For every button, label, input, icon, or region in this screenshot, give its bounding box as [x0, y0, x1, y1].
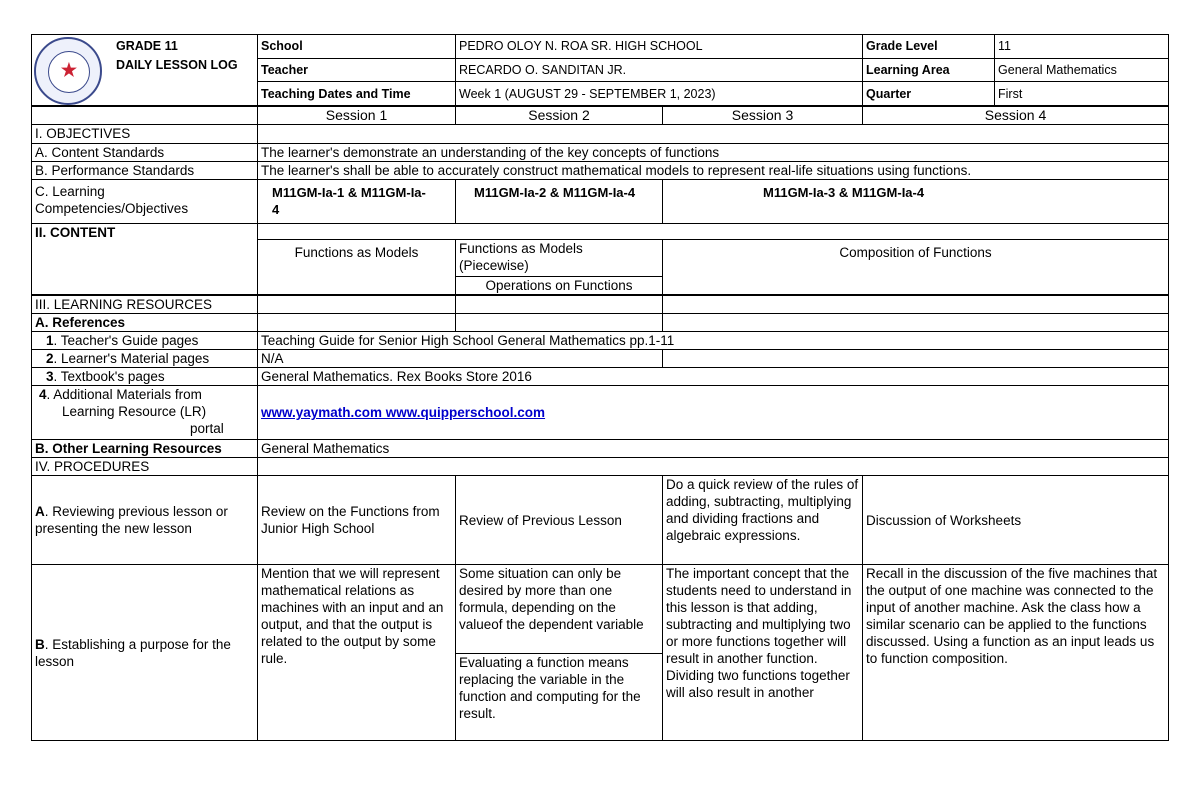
procedure-a-session-4: Discussion of Worksheets [863, 476, 1169, 565]
learners-material-blank [663, 350, 1169, 368]
lesson-log-table [31, 34, 1169, 741]
competencies-label [32, 180, 258, 224]
content-blank [258, 224, 1169, 240]
procedures-heading-blank [258, 458, 1169, 476]
daily-lesson-log [31, 34, 1168, 741]
procedure-b-session-2-top: Some situation can only be desired by more than one formula, depending on the valueof the dependent variable [456, 565, 663, 654]
procedure-b-letter: B [35, 636, 45, 652]
procedure-a-session-3: Do a quick review of the rules of adding, subtracting, multiplying and dividing fractions and algebraic expressions. [663, 476, 863, 565]
performance-standards-row [32, 162, 1169, 180]
content-session-2-operations: Operations on Functions [456, 277, 663, 296]
objectives-heading: I. OBJECTIVES [32, 125, 258, 144]
resources-heading-row [32, 295, 1169, 314]
competencies-label-line1: C. Learning [35, 184, 105, 199]
procedure-b-row [32, 565, 1169, 654]
content-session-1: Functions as Models [258, 240, 456, 296]
learning-area-value: General Mathematics [995, 58, 1169, 82]
competencies-label-line2: Competencies/Objectives [35, 201, 189, 216]
teacher-value: RECARDO O. SANDITAN JR. [456, 58, 863, 82]
textbook-label [32, 368, 258, 386]
additional-materials-links[interactable]: www.yaymath.com www.quipperschool.com [261, 405, 546, 420]
additional-materials-line1: . Additional Materials from [46, 387, 202, 402]
dates-label: Teaching Dates and Time [258, 82, 456, 106]
learners-material-value: N/A [258, 350, 663, 368]
procedures-heading: IV. PROCEDURES [32, 458, 258, 476]
content-s2-line2: (Piecewise) [459, 258, 529, 273]
procedure-b-session-2-bottom: Evaluating a function means replacing the variable in the function and computing for the result. [456, 654, 663, 741]
other-resources-value: General Mathematics [258, 440, 1169, 458]
references-blank-1 [258, 314, 456, 332]
log-title: DAILY LESSON LOG [116, 58, 238, 72]
competency-session-1 [258, 180, 456, 224]
additional-materials-num: 4 [39, 387, 47, 402]
other-resources-row [32, 440, 1169, 458]
textbook-text: . Textbook's pages [53, 369, 165, 384]
content-heading: II. CONTENT [32, 224, 258, 296]
procedure-a-text: . Reviewing previous lesson or presenting the new lesson [35, 504, 228, 536]
header-logo-cell [32, 35, 258, 107]
teacher-label: Teacher [258, 58, 456, 82]
other-resources-label: B. Other Learning Resources [32, 440, 258, 458]
content-s2-line1: Functions as Models [459, 241, 583, 256]
content-blank-row [32, 224, 1169, 240]
content-standards-value: The learner's demonstrate an understanding of the key concepts of functions [258, 144, 1169, 162]
procedure-b-session-3: The important concept that the students need to understand in this lesson is that adding, subtracting and multiplying two or more functions together will result in another function. Dividing two functions together will also result in another [663, 565, 863, 741]
header-row-school [32, 35, 1169, 59]
references-label: A. References [32, 314, 258, 332]
content-session-2 [456, 240, 663, 277]
procedure-b-session-1: Mention that we will represent mathematical relations as machines with an input and an output, and that the output is related to the output by some rule. [258, 565, 456, 741]
school-label: School [258, 35, 456, 59]
references-row [32, 314, 1169, 332]
additional-materials-row [32, 386, 1169, 440]
references-blank-3 [663, 314, 1169, 332]
procedure-b-label [32, 565, 258, 741]
competency-s1-line1: M11GM-Ia-1 & M11GM-Ia- [272, 185, 426, 200]
session-1-header: Session 1 [258, 106, 456, 125]
performance-standards-value: The learner's shall be able to accurately construct mathematical models to represent real-life situations using functions. [258, 162, 1169, 180]
learners-material-num: 2 [46, 351, 54, 366]
procedure-b-text: . Establishing a purpose for the lesson [35, 636, 231, 669]
session-4-header: Session 4 [863, 106, 1169, 125]
learners-material-label [32, 350, 258, 368]
resources-heading: III. LEARNING RESOURCES [32, 295, 258, 314]
content-sessions-3-4: Composition of Functions [663, 240, 1169, 296]
sessions-row [32, 106, 1169, 125]
procedure-a-session-1: Review on the Functions from Junior High School [258, 476, 456, 565]
resources-blank-2 [456, 295, 663, 314]
dates-value: Week 1 (AUGUST 29 - SEPTEMBER 1, 2023) [456, 82, 863, 106]
references-blank-2 [456, 314, 663, 332]
competency-s1-line2: 4 [272, 202, 280, 217]
additional-materials-line3: portal [190, 421, 224, 436]
sessions-blank [32, 106, 258, 125]
grade-level-value: 11 [995, 35, 1169, 59]
session-2-header: Session 2 [456, 106, 663, 125]
resources-blank-3 [663, 295, 1169, 314]
grade-title: GRADE 11 [116, 39, 178, 53]
competencies-row [32, 180, 1169, 224]
content-standards-row [32, 144, 1169, 162]
learning-area-label: Learning Area [863, 58, 995, 82]
teachers-guide-row [32, 332, 1169, 350]
additional-materials-line2: Learning Resource (LR) [62, 404, 207, 419]
procedure-a-session-2: Review of Previous Lesson [456, 476, 663, 565]
procedure-b-session-4: Recall in the discussion of the five machines that the output of one machine was connected to the input of another machine. Ask the class how a similar scenario can be applied to the functions discussed. Using a function as an input leads us to function composition. [863, 565, 1169, 741]
resources-blank-1 [258, 295, 456, 314]
competency-session-2: M11GM-Ia-2 & M11GM-Ia-4 [456, 180, 663, 224]
procedure-a-letter: A [35, 504, 45, 519]
textbook-row [32, 368, 1169, 386]
procedure-a-row [32, 476, 1169, 565]
content-standards-label: A. Content Standards [32, 144, 258, 162]
school-value: PEDRO OLOY N. ROA SR. HIGH SCHOOL [456, 35, 863, 59]
performance-standards-label: B. Performance Standards [32, 162, 258, 180]
grade-level-label: Grade Level [863, 35, 995, 59]
teachers-guide-label [32, 332, 258, 350]
objectives-heading-blank [258, 125, 1169, 144]
quarter-label: Quarter [863, 82, 995, 106]
procedure-a-label [32, 476, 258, 565]
quarter-value: First [995, 82, 1169, 106]
textbook-value: General Mathematics. Rex Books Store 2016 [258, 368, 1169, 386]
objectives-heading-row [32, 125, 1169, 144]
learners-material-text: . Learner's Material pages [53, 351, 210, 366]
teachers-guide-num: 1 [46, 333, 54, 348]
procedures-heading-row [32, 458, 1169, 476]
additional-materials-label [32, 386, 258, 440]
teachers-guide-value: Teaching Guide for Senior High School General Mathematics pp.1-11 [258, 332, 1169, 350]
teachers-guide-text: . Teacher's Guide pages [53, 333, 199, 348]
session-3-header: Session 3 [663, 106, 863, 125]
textbook-num: 3 [46, 369, 54, 384]
additional-materials-value [258, 386, 1169, 440]
competency-sessions-3-4: M11GM-Ia-3 & M11GM-Ia-4 [663, 180, 1169, 224]
deped-seal-logo: ★ [32, 35, 104, 105]
learners-material-row [32, 350, 1169, 368]
